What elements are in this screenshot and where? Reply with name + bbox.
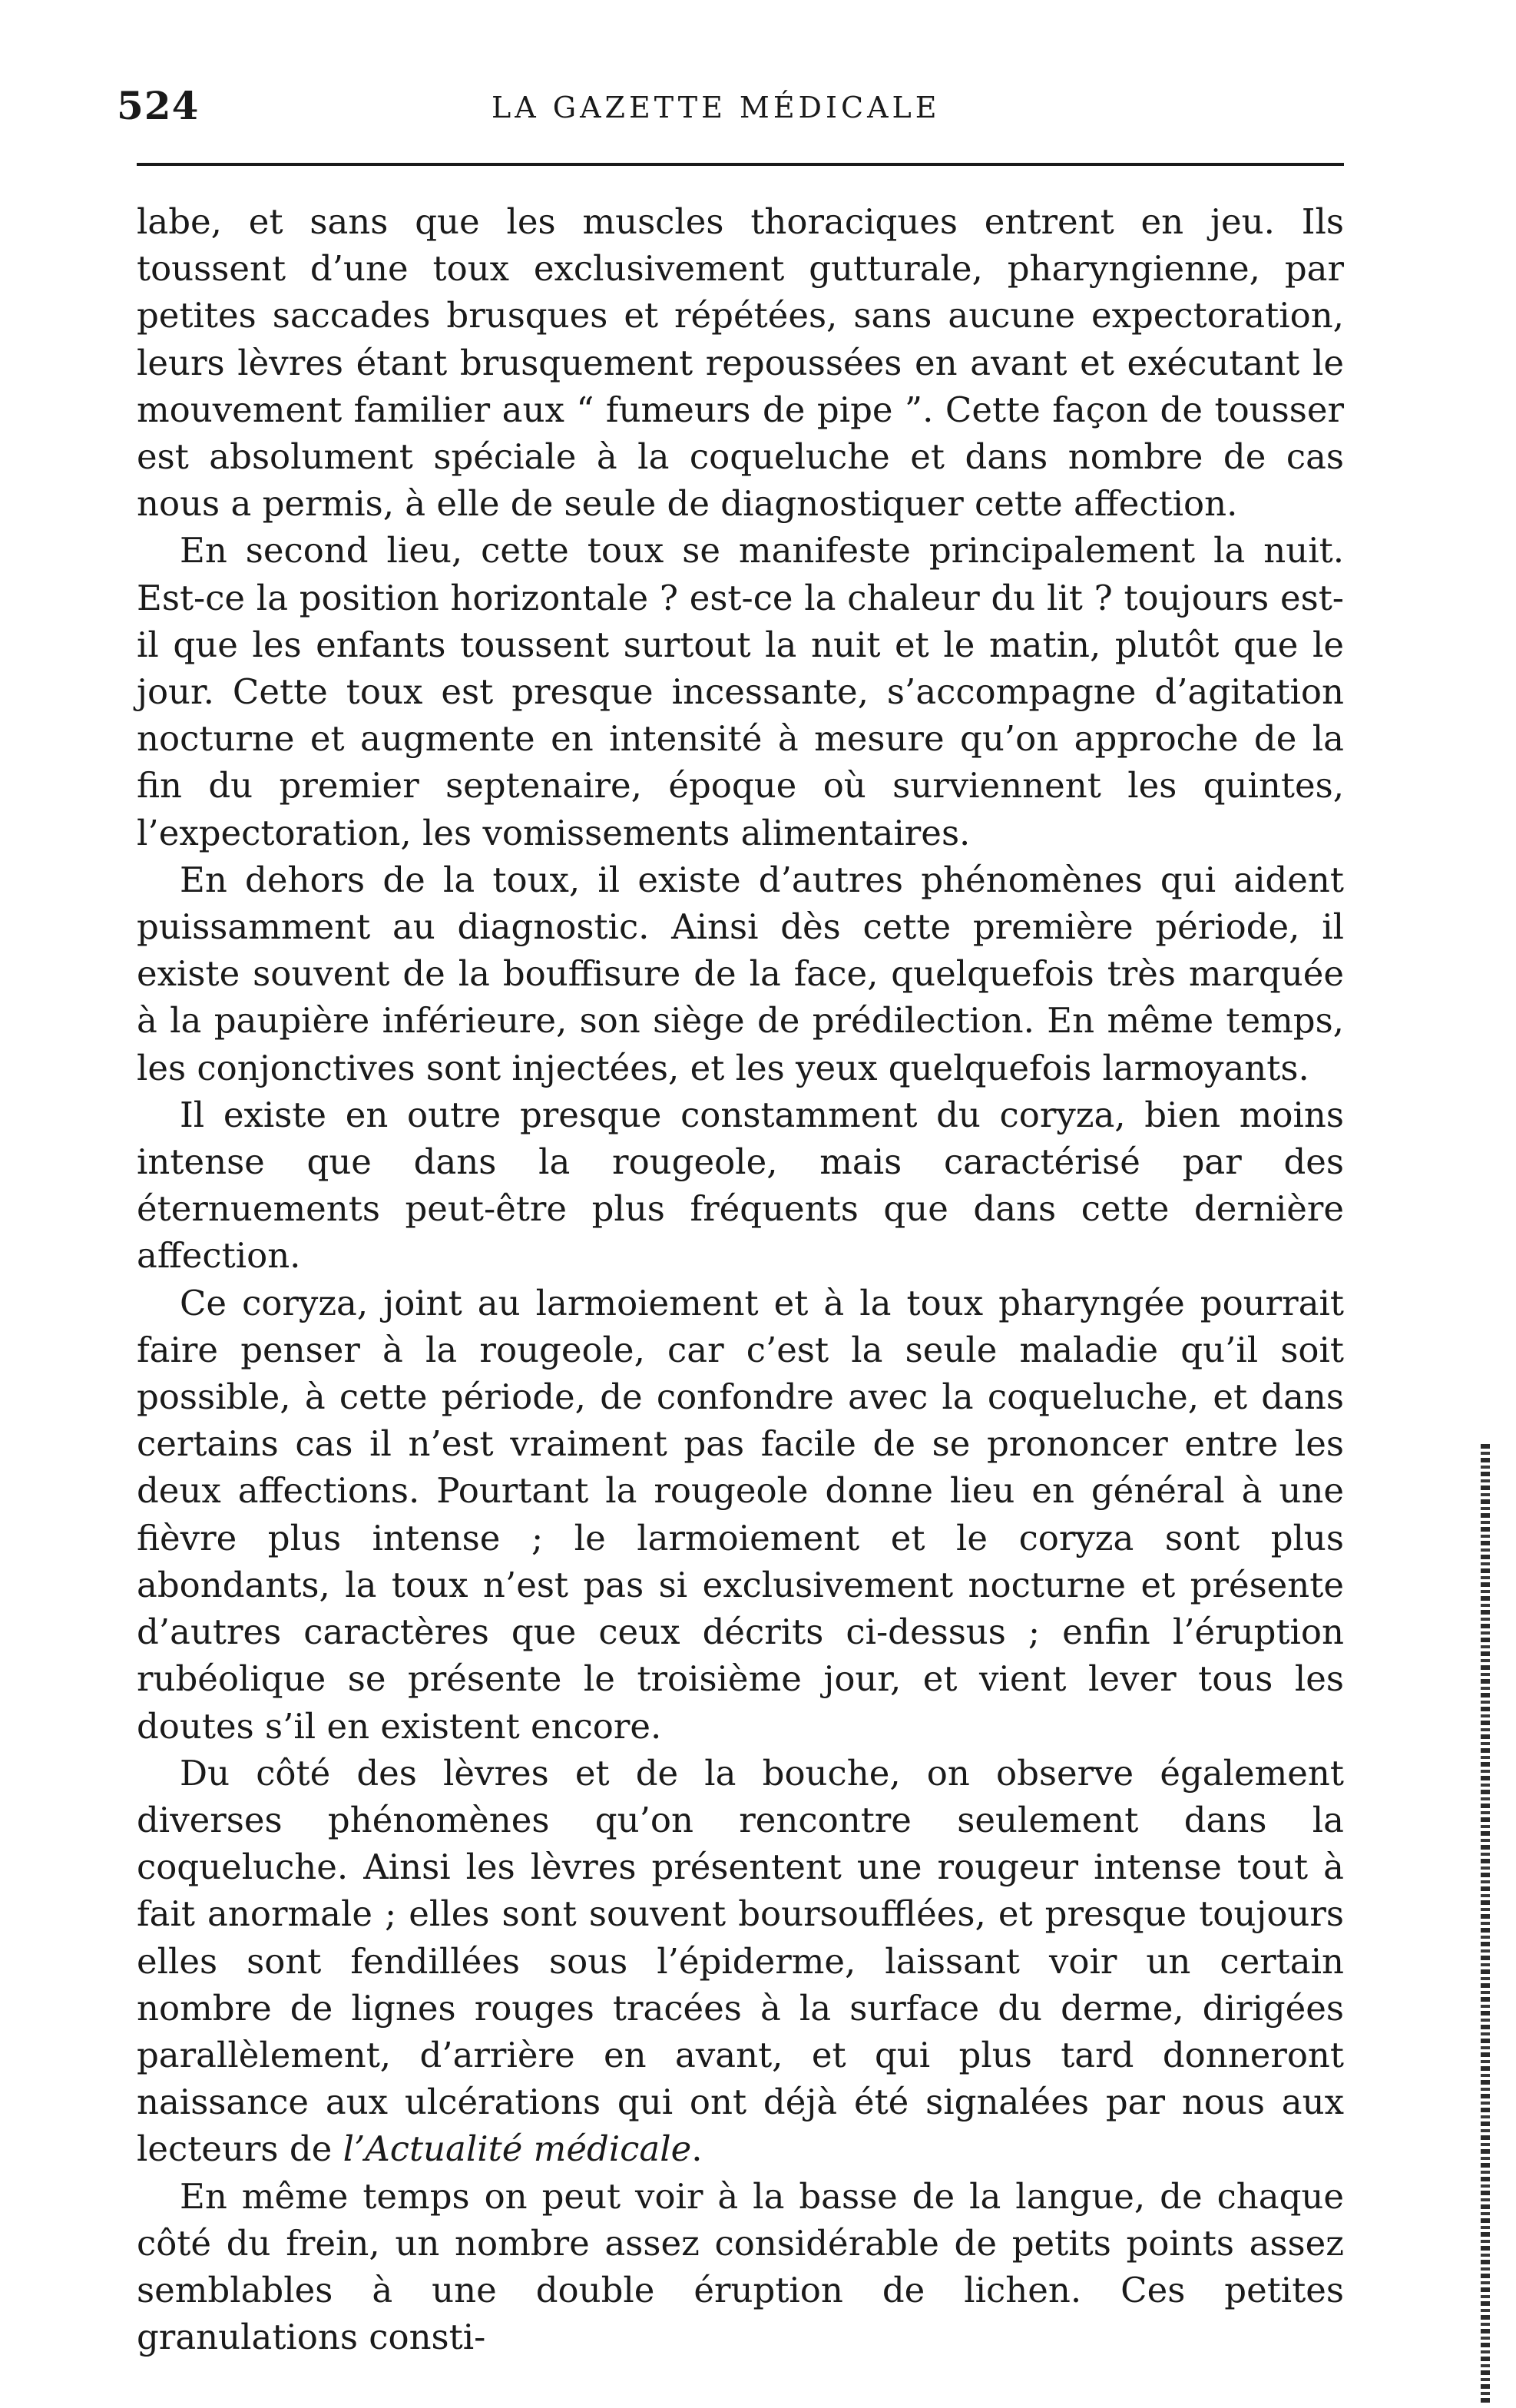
paragraph-end: .	[691, 2128, 703, 2170]
paragraph: En second lieu, cette toux se manifeste principalement la nuit. Est-ce la position horizontale ? est-ce la chaleur du lit ? toujours est-il que les enfants toussent surtout la nuit et le matin, plutôt que le jour. Cette toux est presque incessante, s’accompagne d’agitation nocturne et augmente en intensité à mesure qu’on approche de la fin du premier septenaire, époque où surviennent les quintes, l’expectoration, les vomissements alimentaires.	[137, 530, 1344, 853]
header-rule	[137, 163, 1344, 166]
scan-edge-marks	[1481, 1444, 1490, 2404]
paragraph: labe, et sans que les muscles thoraciques entrent en jeu. Ils toussent d’une toux exclusivement gutturale, pharyngienne, par petites saccades brusques et répétées, sans aucune expectoration, leurs lèvres étant brusquement repoussées en avant et exécutant le mouvement familier aux “ fumeurs de pipe ”. Cette façon de tousser est absolument spéciale à la coqueluche et dans nombre de cas nous a permis, à elle de seule de diagnostiquer cette affection.	[137, 201, 1344, 525]
running-head: LA GAZETTE MÉDICALE	[492, 91, 941, 124]
body-text	[137, 198, 1344, 2360]
journal-title-reference: l’Actualité médicale	[343, 2128, 692, 2170]
paragraph: En même temps on peut voir à la basse de la langue, de chaque côté du frein, un nombre assez considérable de petits points assez semblables à une double éruption de lichen. Ces petites granulations consti-	[137, 2175, 1344, 2358]
paragraph	[137, 1750, 1344, 2173]
paragraph-text: Du côté des lèvres et de la bouche, on observe également diverses phénomènes qu’on rencontre seulement dans la coqueluche. Ainsi les lèvres présentent une rougeur intense tout à fait anormale ; elles sont souvent boursoufflées, et presque toujours elles sont fendillées sous l’épiderme, laissant voir un certain nombre de lignes rouges tracées à la surface du derme, dirigées parallèlement, d’arrière en avant, et qui plus tard donneront naissance aux ulcérations qui ont déjà été signalées par nous aux lecteurs de	[137, 1752, 1344, 2170]
page-number: 524	[117, 83, 200, 128]
paragraph: En dehors de la toux, il existe d’autres phénomènes qui aident puissamment au diagnostic. Ainsi dès cette première période, il existe souvent de la bouffisure de la face, quelquefois très marquée à la paupière inférieure, son siège de prédilection. En même temps, les conjonctives sont injectées, et les yeux quelquefois larmoyants.	[137, 859, 1344, 1088]
paragraph: Il existe en outre presque constamment du coryza, bien moins intense que dans la rougeole, mais caractérisé par des éternuements peut-être plus fréquents que dans cette dernière affection.	[137, 1094, 1344, 1277]
paragraph: Ce coryza, joint au larmoiement et à la toux pharyngée pourrait faire penser à la rougeole, car c’est la seule maladie qu’il soit possible, à cette période, de confondre avec la coqueluche, et dans certains cas il n’est vraiment pas facile de se prononcer entre les deux affections. Pourtant la rougeole donne lieu en général à une fièvre plus intense ; le larmoiement et le coryza sont plus abondants, la toux n’est pas si exclusivement nocturne et présente d’autres caractères que ceux décrits ci-dessus ; enfin l’éruption rubéolique se présente le troisième jour, et vient lever tous les doutes s’il en existent encore.	[137, 1282, 1344, 1747]
